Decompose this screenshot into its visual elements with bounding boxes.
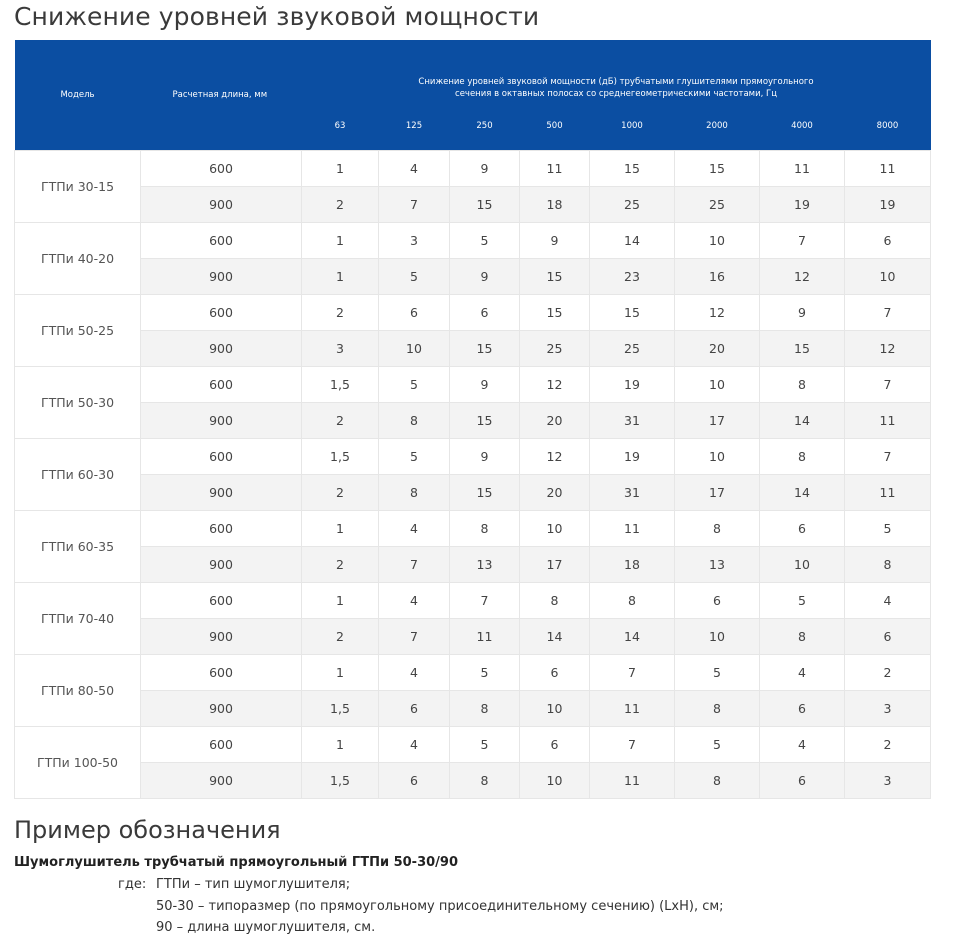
value-cell: 5 <box>450 655 520 691</box>
value-cell: 6 <box>845 223 931 259</box>
length-cell: 900 <box>141 331 302 367</box>
value-cell: 15 <box>450 331 520 367</box>
length-cell: 900 <box>141 403 302 439</box>
table-row <box>15 691 931 727</box>
value-cell: 8 <box>760 367 845 403</box>
value-cell: 1 <box>302 151 379 187</box>
value-cell: 1,5 <box>302 763 379 799</box>
value-cell: 5 <box>845 511 931 547</box>
designation-legend <box>118 874 724 939</box>
model-cell: ГТПи 60-35 <box>15 511 141 583</box>
value-cell: 11 <box>845 403 931 439</box>
header-freq: 250 <box>450 102 520 151</box>
value-cell: 14 <box>590 223 675 259</box>
table-row <box>15 187 931 223</box>
value-cell: 11 <box>760 151 845 187</box>
value-cell: 1 <box>302 223 379 259</box>
header-length: Расчетная длина, мм <box>141 40 302 151</box>
value-cell: 12 <box>520 439 590 475</box>
value-cell: 5 <box>450 223 520 259</box>
value-cell: 2 <box>845 655 931 691</box>
value-cell: 15 <box>675 151 760 187</box>
value-cell: 15 <box>520 295 590 331</box>
value-cell: 9 <box>450 259 520 295</box>
value-cell: 4 <box>379 583 450 619</box>
value-cell: 10 <box>760 547 845 583</box>
value-cell: 12 <box>845 331 931 367</box>
value-cell: 2 <box>302 475 379 511</box>
value-cell: 8 <box>450 763 520 799</box>
designation-example: Шумоглушитель трубчатый прямоугольный ГТПи 50-30/90 <box>14 855 459 870</box>
value-cell: 7 <box>379 547 450 583</box>
length-cell: 600 <box>141 439 302 475</box>
table-row <box>15 439 931 475</box>
value-cell: 3 <box>302 331 379 367</box>
header-model: Модель <box>15 40 141 151</box>
value-cell: 31 <box>590 403 675 439</box>
value-cell: 18 <box>520 187 590 223</box>
value-cell: 10 <box>845 259 931 295</box>
value-cell: 15 <box>590 151 675 187</box>
value-cell: 1 <box>302 583 379 619</box>
model-cell: ГТПи 100-50 <box>15 727 141 799</box>
model-cell: ГТПи 70-40 <box>15 583 141 655</box>
value-cell: 8 <box>845 547 931 583</box>
length-cell: 600 <box>141 583 302 619</box>
header-freq: 500 <box>520 102 590 151</box>
value-cell: 2 <box>302 403 379 439</box>
value-cell: 1,5 <box>302 691 379 727</box>
value-cell: 8 <box>450 691 520 727</box>
header-freq: 63 <box>302 102 379 151</box>
value-cell: 5 <box>379 367 450 403</box>
table-row <box>15 727 931 763</box>
page-title: Снижение уровней звуковой мощности <box>14 2 540 31</box>
value-cell: 7 <box>450 583 520 619</box>
value-cell: 9 <box>450 367 520 403</box>
length-cell: 900 <box>141 187 302 223</box>
value-cell: 12 <box>760 259 845 295</box>
length-cell: 900 <box>141 547 302 583</box>
value-cell: 9 <box>760 295 845 331</box>
model-cell: ГТПи 40-20 <box>15 223 141 295</box>
table-row <box>15 511 931 547</box>
length-cell: 900 <box>141 619 302 655</box>
value-cell: 6 <box>760 511 845 547</box>
value-cell: 1 <box>302 727 379 763</box>
value-cell: 8 <box>760 439 845 475</box>
value-cell: 4 <box>845 583 931 619</box>
header-freq: 4000 <box>760 102 845 151</box>
value-cell: 9 <box>450 151 520 187</box>
value-cell: 10 <box>520 511 590 547</box>
value-cell: 19 <box>590 367 675 403</box>
value-cell: 6 <box>760 763 845 799</box>
value-cell: 11 <box>590 511 675 547</box>
table-row <box>15 367 931 403</box>
value-cell: 15 <box>590 295 675 331</box>
table-row <box>15 583 931 619</box>
value-cell: 13 <box>675 547 760 583</box>
value-cell: 4 <box>760 655 845 691</box>
value-cell: 7 <box>845 295 931 331</box>
model-cell: ГТПи 30-15 <box>15 151 141 223</box>
value-cell: 15 <box>450 187 520 223</box>
length-cell: 600 <box>141 223 302 259</box>
value-cell: 2 <box>302 619 379 655</box>
value-cell: 10 <box>675 619 760 655</box>
length-cell: 600 <box>141 295 302 331</box>
value-cell: 7 <box>590 655 675 691</box>
value-cell: 6 <box>760 691 845 727</box>
value-cell: 8 <box>675 511 760 547</box>
value-cell: 11 <box>845 475 931 511</box>
value-cell: 6 <box>379 691 450 727</box>
value-cell: 17 <box>675 403 760 439</box>
value-cell: 5 <box>379 259 450 295</box>
value-cell: 15 <box>520 259 590 295</box>
value-cell: 5 <box>675 727 760 763</box>
value-cell: 11 <box>590 691 675 727</box>
value-cell: 1 <box>302 511 379 547</box>
value-cell: 17 <box>675 475 760 511</box>
length-cell: 600 <box>141 367 302 403</box>
value-cell: 20 <box>520 403 590 439</box>
value-cell: 7 <box>845 367 931 403</box>
value-cell: 6 <box>845 619 931 655</box>
value-cell: 13 <box>450 547 520 583</box>
value-cell: 11 <box>590 763 675 799</box>
value-cell: 19 <box>845 187 931 223</box>
table-row <box>15 763 931 799</box>
value-cell: 31 <box>590 475 675 511</box>
value-cell: 20 <box>520 475 590 511</box>
value-cell: 6 <box>520 655 590 691</box>
value-cell: 12 <box>675 295 760 331</box>
sound-reduction-table <box>14 40 931 799</box>
value-cell: 6 <box>379 295 450 331</box>
value-cell: 8 <box>520 583 590 619</box>
value-cell: 19 <box>590 439 675 475</box>
table-row <box>15 619 931 655</box>
value-cell: 23 <box>590 259 675 295</box>
value-cell: 7 <box>845 439 931 475</box>
table-row <box>15 151 931 187</box>
value-cell: 9 <box>520 223 590 259</box>
value-cell: 11 <box>450 619 520 655</box>
value-cell: 6 <box>675 583 760 619</box>
model-cell: ГТПи 50-25 <box>15 295 141 367</box>
value-cell: 12 <box>520 367 590 403</box>
value-cell: 1,5 <box>302 439 379 475</box>
value-cell: 8 <box>760 619 845 655</box>
legend-line: 50-30 – типоразмер (по прямоугольному присоединительному сечению) (LxH), см; <box>156 898 724 914</box>
legend-line: 90 – длина шумоглушителя, см. <box>156 920 376 935</box>
value-cell: 3 <box>379 223 450 259</box>
value-cell: 25 <box>675 187 760 223</box>
value-cell: 16 <box>675 259 760 295</box>
value-cell: 6 <box>450 295 520 331</box>
length-cell: 600 <box>141 151 302 187</box>
value-cell: 20 <box>675 331 760 367</box>
value-cell: 14 <box>590 619 675 655</box>
table-row <box>15 655 931 691</box>
value-cell: 8 <box>379 403 450 439</box>
value-cell: 10 <box>675 439 760 475</box>
value-cell: 25 <box>590 187 675 223</box>
value-cell: 3 <box>845 691 931 727</box>
model-cell: ГТПи 80-50 <box>15 655 141 727</box>
header-freq: 2000 <box>675 102 760 151</box>
value-cell: 15 <box>760 331 845 367</box>
value-cell: 25 <box>520 331 590 367</box>
value-cell: 10 <box>675 223 760 259</box>
value-cell: 5 <box>760 583 845 619</box>
table-row <box>15 475 931 511</box>
length-cell: 900 <box>141 475 302 511</box>
value-cell: 11 <box>520 151 590 187</box>
legend-line: ГТПи – тип шумоглушителя; <box>156 877 351 892</box>
value-cell: 2 <box>302 547 379 583</box>
value-cell: 2 <box>845 727 931 763</box>
value-cell: 4 <box>379 727 450 763</box>
value-cell: 8 <box>590 583 675 619</box>
value-cell: 25 <box>590 331 675 367</box>
header-freq: 8000 <box>845 102 931 151</box>
header-caption: Снижение уровней звуковой мощности (дБ) трубчатыми глушителями прямоугольного сечения в октавных полосах со среднегеометрическими частотами, Гц <box>302 40 931 102</box>
value-cell: 8 <box>379 475 450 511</box>
value-cell: 17 <box>520 547 590 583</box>
value-cell: 9 <box>450 439 520 475</box>
value-cell: 10 <box>379 331 450 367</box>
table-row <box>15 259 931 295</box>
length-cell: 900 <box>141 691 302 727</box>
table-row <box>15 331 931 367</box>
value-cell: 5 <box>450 727 520 763</box>
value-cell: 10 <box>675 367 760 403</box>
value-cell: 4 <box>379 655 450 691</box>
value-cell: 11 <box>845 151 931 187</box>
value-cell: 10 <box>520 763 590 799</box>
model-cell: ГТПи 50-30 <box>15 367 141 439</box>
length-cell: 600 <box>141 655 302 691</box>
value-cell: 8 <box>675 763 760 799</box>
example-heading: Пример обозначения <box>14 816 281 844</box>
table-row <box>15 403 931 439</box>
value-cell: 6 <box>379 763 450 799</box>
value-cell: 19 <box>760 187 845 223</box>
value-cell: 4 <box>379 151 450 187</box>
value-cell: 8 <box>675 691 760 727</box>
header-freq: 1000 <box>590 102 675 151</box>
value-cell: 1 <box>302 259 379 295</box>
header-freq: 125 <box>379 102 450 151</box>
length-cell: 900 <box>141 763 302 799</box>
table-row <box>15 223 931 259</box>
value-cell: 1 <box>302 655 379 691</box>
value-cell: 5 <box>675 655 760 691</box>
value-cell: 14 <box>520 619 590 655</box>
table-row <box>15 547 931 583</box>
value-cell: 4 <box>379 511 450 547</box>
value-cell: 4 <box>760 727 845 763</box>
value-cell: 7 <box>760 223 845 259</box>
value-cell: 5 <box>379 439 450 475</box>
value-cell: 14 <box>760 475 845 511</box>
value-cell: 14 <box>760 403 845 439</box>
value-cell: 10 <box>520 691 590 727</box>
value-cell: 6 <box>520 727 590 763</box>
value-cell: 1,5 <box>302 367 379 403</box>
value-cell: 3 <box>845 763 931 799</box>
length-cell: 600 <box>141 727 302 763</box>
value-cell: 18 <box>590 547 675 583</box>
table-row <box>15 295 931 331</box>
value-cell: 15 <box>450 475 520 511</box>
value-cell: 15 <box>450 403 520 439</box>
value-cell: 7 <box>379 619 450 655</box>
model-cell: ГТПи 60-30 <box>15 439 141 511</box>
length-cell: 600 <box>141 511 302 547</box>
value-cell: 8 <box>450 511 520 547</box>
value-cell: 7 <box>590 727 675 763</box>
where-label: где: <box>118 877 147 892</box>
value-cell: 2 <box>302 295 379 331</box>
value-cell: 7 <box>379 187 450 223</box>
value-cell: 2 <box>302 187 379 223</box>
length-cell: 900 <box>141 259 302 295</box>
